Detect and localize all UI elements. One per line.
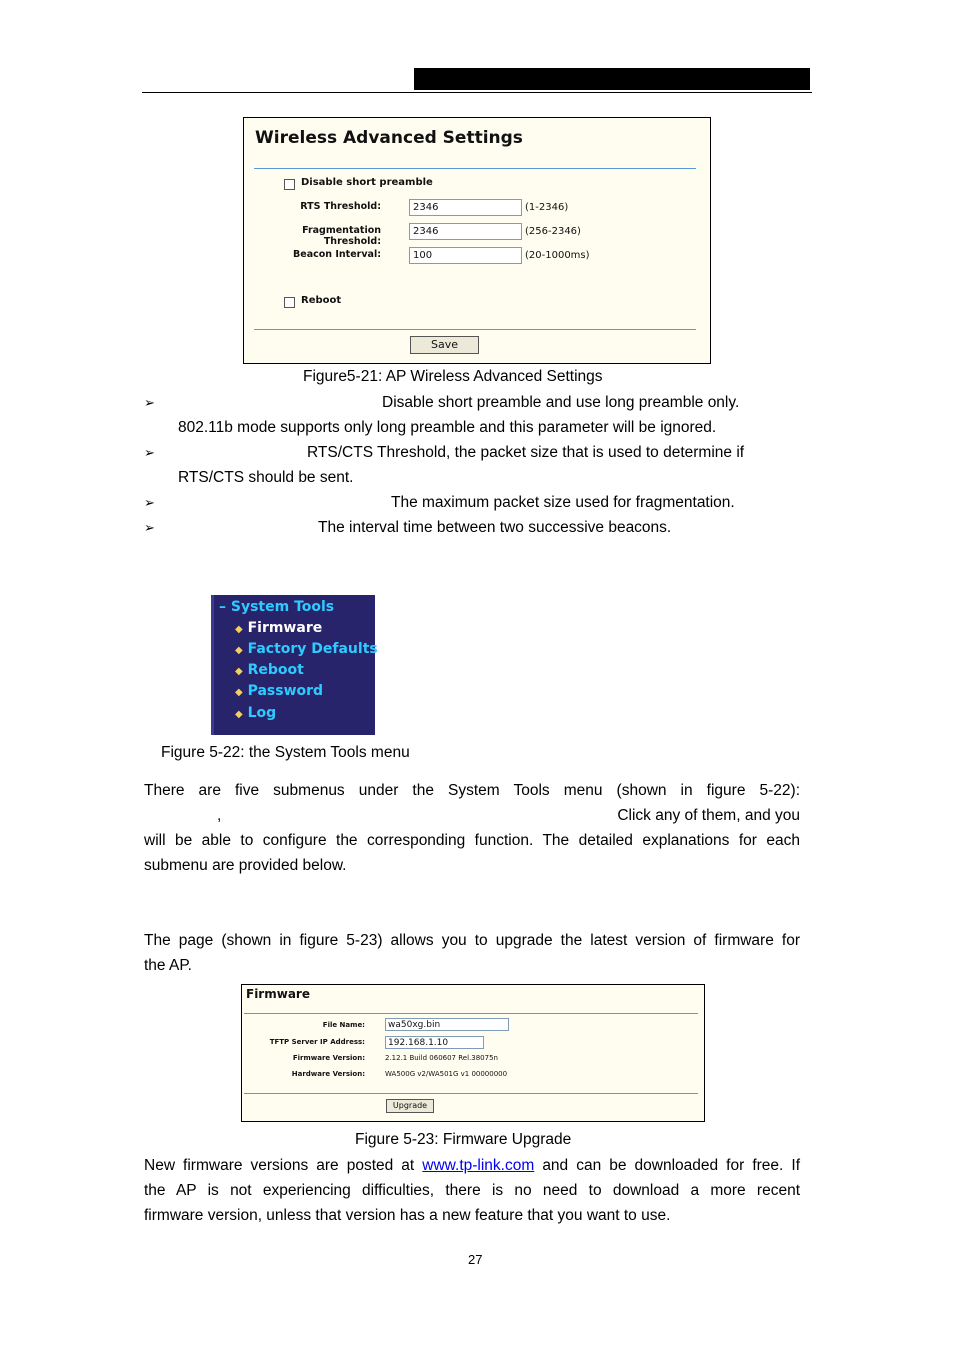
bullet-text-continued: RTS/CTS should be sent. (178, 469, 354, 486)
paragraph-fragment: and can be downloaded for free. If (542, 1157, 800, 1174)
bullet-marker: ➢ (144, 520, 155, 535)
file-name-label: File Name: (322, 1021, 365, 1029)
bullet-text: Disable short preamble and use long preamble only. (382, 394, 740, 411)
menu-item-reboot[interactable] (235, 662, 304, 678)
menu-item-factory-defaults[interactable] (235, 641, 378, 657)
bullet-text: The interval time between two successive beacons. (318, 519, 672, 536)
menu-item-label: Factory Defaults (247, 641, 378, 657)
bullet-icon: ◆ (235, 624, 243, 635)
fragmentation-threshold-input[interactable] (409, 223, 522, 240)
paragraph-line: firmware version, unless that version has a new feature that you want to use. (144, 1207, 671, 1224)
firmware-intro-paragraph (144, 928, 800, 978)
divider (244, 1013, 698, 1014)
fragmentation-threshold-hint: (256-2346) (525, 226, 581, 237)
tftp-server-ip-input[interactable] (385, 1036, 484, 1049)
collapse-icon: – (219, 599, 226, 615)
bullet-marker: ➢ (144, 495, 155, 510)
paragraph-fragment: New firmware versions are posted at (144, 1157, 415, 1174)
bullet-text-continued: 802.11b mode supports only long preamble and this parameter will be ignored. (178, 419, 717, 436)
reboot-label: Reboot (301, 295, 342, 306)
paragraph-fragment: Click any of them, and you (617, 807, 800, 824)
tftp-server-ip-label: TFTP Server IP Address: (269, 1038, 365, 1046)
rts-threshold-label: RTS Threshold: (300, 201, 381, 212)
bullet-icon: ◆ (235, 709, 243, 720)
file-name-input[interactable] (385, 1018, 509, 1031)
paragraph-line: will be able to configure the corresponding function. The detailed explanations for each (144, 832, 800, 849)
beacon-interval-label: Beacon Interval: (293, 249, 381, 260)
disable-short-preamble-checkbox[interactable] (284, 179, 295, 190)
menu-header-label: System Tools (230, 599, 335, 615)
figure-5-21-caption: Figure5-21: AP Wireless Advanced Settings (303, 368, 603, 385)
fragmentation-threshold-label: Fragmentation Threshold: (302, 225, 381, 247)
firmware-version-value: 2.12.1 Build 060607 Rel.38075n (385, 1054, 498, 1062)
system-tools-paragraph (144, 778, 800, 878)
menu-item-label: Log (247, 705, 277, 721)
paragraph-line (144, 803, 800, 828)
menu-item-label: Password (247, 683, 324, 699)
divider (254, 168, 696, 169)
divider (244, 1093, 698, 1094)
rts-threshold-input[interactable] (409, 199, 522, 216)
hardware-version-value: WA500G v2/WA501G v1 00000000 (385, 1070, 508, 1078)
hardware-version-label: Hardware Version: (291, 1070, 365, 1078)
disable-short-preamble-label: Disable short preamble (301, 177, 433, 188)
figure-title: Wireless Advanced Settings (255, 128, 523, 148)
figure-5-22-caption: Figure 5-22: the System Tools menu (161, 744, 410, 761)
paragraph-line: submenu are provided below. (144, 857, 347, 874)
header-bar (414, 68, 810, 90)
bullet-icon: ◆ (235, 645, 243, 656)
paragraph-fragment: , (217, 807, 222, 824)
page-number: 27 (468, 1252, 483, 1267)
menu-item-label: Reboot (247, 662, 304, 678)
menu-item-password[interactable] (235, 683, 323, 699)
figure-5-23-caption: Figure 5-23: Firmware Upgrade (355, 1131, 572, 1148)
header-rule (142, 92, 812, 93)
menu-item-label: Firmware (247, 620, 323, 636)
paragraph-line: The page (shown in figure 5-23) allows you to upgrade the latest version of firmware for (144, 932, 800, 949)
bullet-text: RTS/CTS Threshold, the packet size that is used to determine if (307, 444, 745, 461)
paragraph-line: the AP is not experiencing difficulties, there is no need to download a more recent (144, 1182, 800, 1199)
tp-link-website-link[interactable]: www.tp-link.com (422, 1157, 535, 1174)
menu-edge (211, 595, 214, 735)
upgrade-button[interactable]: Upgrade (386, 1099, 434, 1113)
menu-item-log[interactable] (235, 705, 276, 721)
figure-title: Firmware (246, 987, 310, 1001)
menu-header-system-tools[interactable] (219, 599, 334, 615)
wireless-advanced-settings-figure (243, 117, 711, 364)
paragraph-line: There are five submenus under the System Tools menu (shown in figure 5-22): (144, 782, 800, 799)
firmware-download-paragraph (144, 1153, 800, 1228)
beacon-interval-hint: (20-1000ms) (525, 250, 590, 261)
bullet-icon: ◆ (235, 666, 243, 677)
beacon-interval-input[interactable] (409, 247, 522, 264)
reboot-checkbox[interactable] (284, 297, 295, 308)
firmware-upgrade-figure (241, 984, 705, 1122)
paragraph-line: the AP. (144, 957, 192, 974)
bullet-icon: ◆ (235, 687, 243, 698)
divider (254, 329, 696, 330)
bullet-marker: ➢ (144, 445, 155, 460)
menu-item-firmware[interactable] (235, 620, 322, 636)
bullet-marker: ➢ (144, 395, 155, 410)
save-button[interactable]: Save (410, 336, 479, 354)
rts-threshold-hint: (1-2346) (525, 202, 569, 213)
paragraph-line (144, 1153, 800, 1178)
bullet-text: The maximum packet size used for fragmentation. (391, 494, 735, 511)
firmware-version-label: Firmware Version: (292, 1054, 365, 1062)
